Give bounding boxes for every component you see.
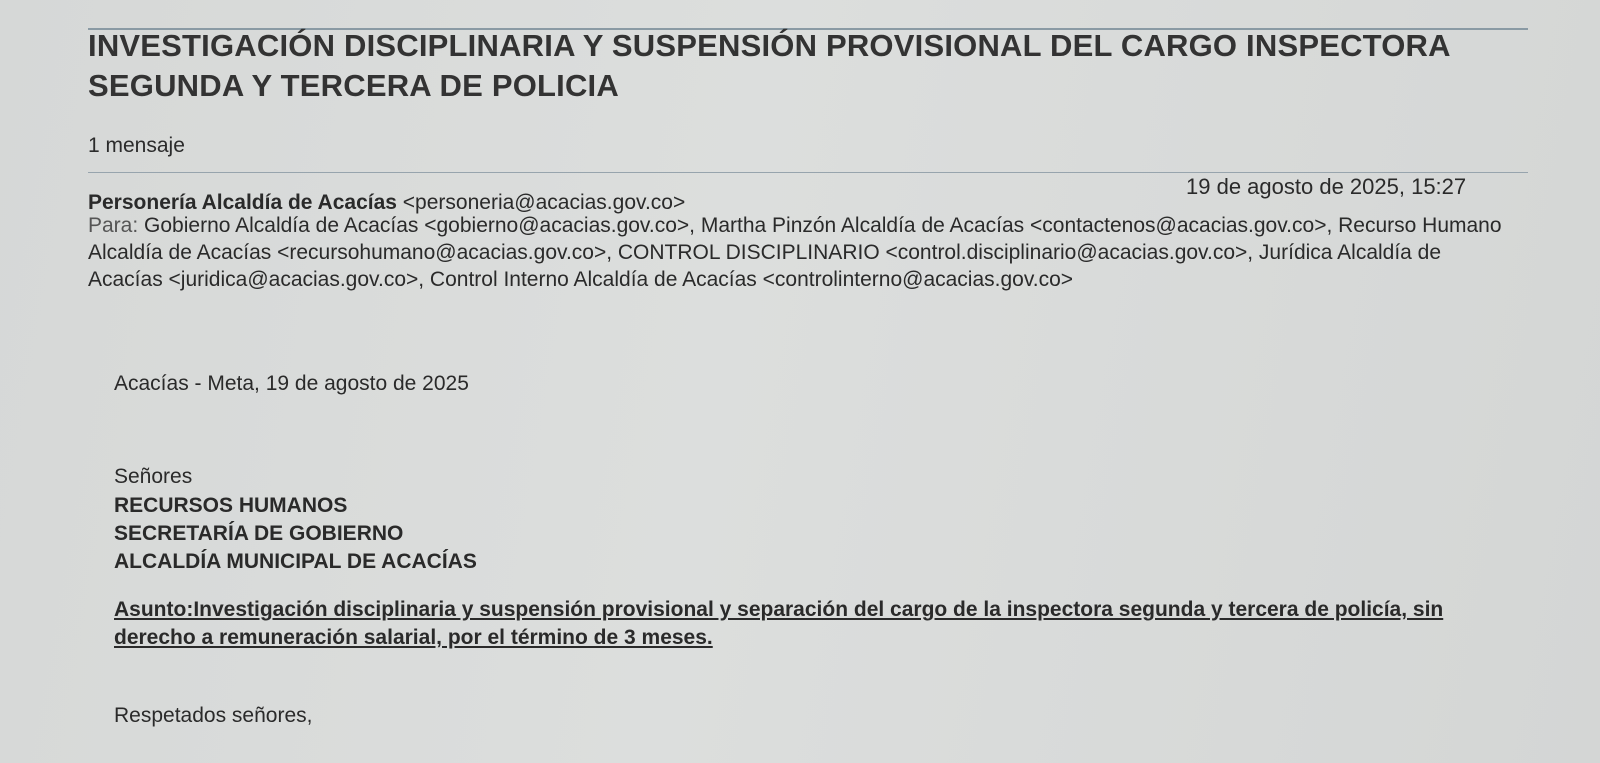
addressee-line: RECURSOS HUMANOS [114,494,348,517]
to-label: Para: [88,214,139,237]
message-count: 1 mensaje [88,134,185,157]
letter-addressee [114,492,477,576]
letter-place-date: Acacías - Meta, 19 de agosto de 2025 [114,372,469,395]
letter-salutation: Señores [114,465,193,488]
addressee-line: ALCALDÍA MUNICIPAL DE ACACÍAS [114,550,477,573]
email-subject: INVESTIGACIÓN DISCIPLINARIA Y SUSPENSIÓN PROVISIONAL DEL CARGO INSPECTORA SEGUNDA Y TERCERA DE POLICIA [88,28,1450,103]
letter-subject: Asunto:Investigación disciplinaria y suspensión provisional y separación del cargo de la inspectora segunda y tercera de policía, sin derecho a remuneración salarial, por el término de 3 meses. [114,598,1444,649]
sender-name: Personería Alcaldía de Acacías [88,191,397,214]
sender-email: <personeria@acacias.gov.co> [402,191,686,214]
email-date: 19 de agosto de 2025, 15:27 [1186,174,1467,199]
recipients-list: Gobierno Alcaldía de Acacías <gobierno@acacias.gov.co>, Martha Pinzón Alcaldía de Acacías <contactenos@acacias.gov.co>, Recurso Humano Alcaldía de Acacías <recursohumano@acacias.gov.co>, CONTROL DISCIPLINARIO <control.disciplinario@acacias.gov.co>, Jurídica Alcaldía de Acacías <juridica@acacias.gov.co>, Control Interno Alcaldía de Acacías <controlinterno@acacias.gov.co> [88,214,1502,291]
recipients-line [88,212,1518,293]
letter-greeting: Respetados señores, [114,704,313,727]
header-divider [88,172,1528,173]
addressee-line: SECRETARÍA DE GOBIERNO [114,522,404,545]
